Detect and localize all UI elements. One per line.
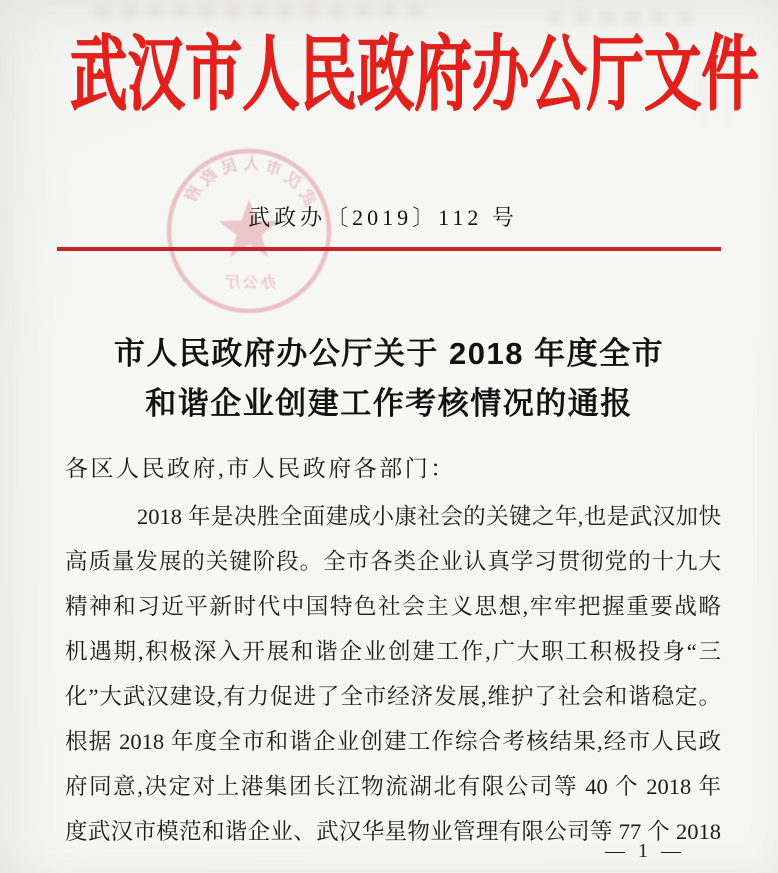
body-paragraph [65,494,721,854]
document-title [0,329,778,429]
page-number: — 1 — [605,840,685,862]
body-line: 高质量发展的关键阶段。全市各类企业认真学习贯彻党的十九大 [65,549,721,574]
masthead-title: 武汉市人民政府办公厅文件 [70,28,759,121]
red-divider-line [57,247,721,251]
body-line: 度武汉市模范和谐企业、武汉华星物业管理有限公司等 77 个 2018 [65,819,721,844]
document-title-line2: 和谐企业创建工作考核情况的通报 [145,386,633,421]
salutation: 各区人民政府,市人民政府各部门： [65,456,456,481]
body-line: 府同意,决定对上港集团长江物流湖北有限公司等 40 个 2018 年 [65,774,721,799]
document-title-line1: 市人民政府办公厅关于 2018 年度全市 [113,336,665,371]
body-line: 精神和习近平新时代中国特色社会主义思想,牢牢把握重要战略 [65,594,721,619]
body-line: 机遇期,积极深入开展和谐企业创建工作,广大职工积极投身“三 [65,639,721,664]
seal-bottom-text: 办公厅 [221,275,277,291]
body-line: 根据 2018 年度全市和谐企业创建工作综合考核结果,经市人民政 [65,729,721,754]
seal-arc-text: 武汉市人民政府 [179,156,319,210]
body-line: 化”大武汉建设,有力促进了全市经济发展,维护了社会和谐稳定。 [65,684,721,709]
bleed-through-marks [96,4,426,19]
document-number: 武政办〔2019〕112 号 [248,205,518,230]
body-line: 2018 年是决胜全面建成小康社会的关键之年,也是武汉加快 [137,504,721,529]
bleed-through-marks [548,10,704,26]
